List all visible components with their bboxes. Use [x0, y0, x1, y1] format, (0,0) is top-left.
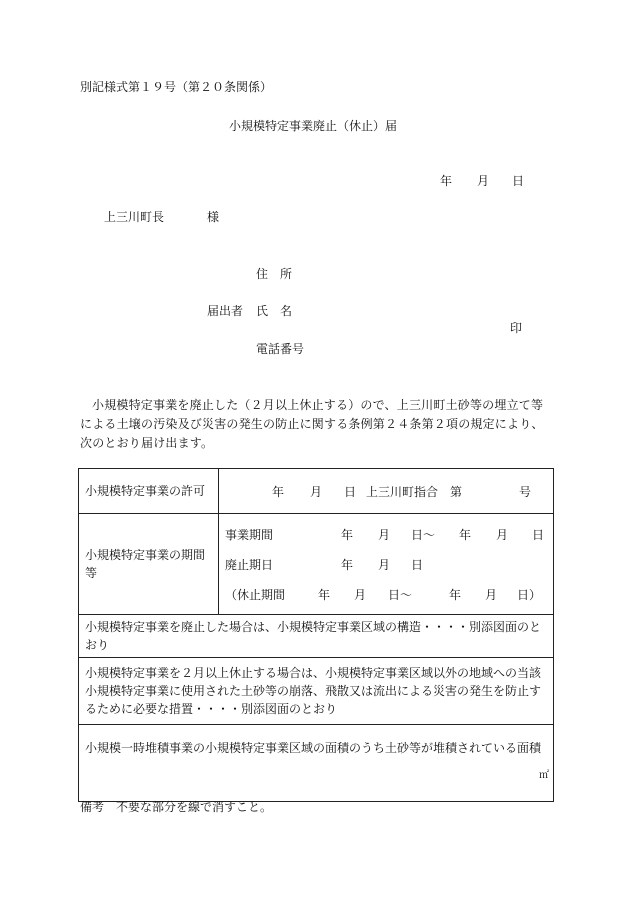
business-end-day: 日: [532, 528, 545, 542]
seal-mark: 印: [510, 321, 523, 335]
abolish-year: 年: [341, 558, 354, 572]
form-table: [78, 468, 554, 802]
area-row: [79, 725, 554, 802]
permit-label: 小規模特定事業の許可: [79, 469, 219, 514]
suspend-end-year: 年: [449, 588, 462, 602]
permit-row: [79, 469, 554, 514]
period-label: 小規模特定事業の期間等: [79, 514, 219, 615]
business-start-month: 月: [378, 528, 391, 542]
suspend-period-label: （休止期間: [225, 588, 286, 602]
period-value-cell: [219, 514, 554, 615]
addressee-honorific: 様: [207, 210, 220, 224]
area-unit: ㎡: [539, 770, 549, 781]
form-number: 別記様式第１９号（第２０条関係）: [80, 80, 273, 94]
document-title: 小規模特定事業廃止（休止）届: [229, 119, 398, 133]
permit-number: 号: [519, 485, 532, 499]
permit-year: 年: [272, 485, 285, 499]
abolish-note: 小規模特定事業を廃止した場合は、小規模特定事業区域の構造・・・・別添図面のとおり: [79, 615, 554, 658]
abolish-note-row: [79, 615, 554, 658]
addressee-name: 上三川町長: [104, 210, 165, 224]
date-year-label: 年: [440, 174, 453, 188]
business-end-month: 月: [496, 528, 509, 542]
remark: 備考 不要な部分を線で消すこと。: [80, 800, 273, 814]
business-start-day: 日～: [411, 528, 436, 542]
intro-paragraph: 小規模特定事業を廃止した（２月以上休止する）ので、上三川町土砂等の埋立て等による土壌の汚染及び災害の発生の防止に関する条例第２４条第２項の規定により、次のとおり届け出ます。: [80, 398, 544, 450]
business-start-year: 年: [341, 528, 354, 542]
suspend-start-year: 年: [318, 588, 331, 602]
permit-month: 月: [310, 485, 323, 499]
date-day-label: 日: [512, 174, 525, 188]
abolish-date-label: 廃止期日: [225, 558, 274, 572]
date-month-label: 月: [477, 174, 490, 188]
business-period-label: 事業期間: [225, 528, 274, 542]
business-end-year: 年: [459, 528, 472, 542]
area-cell: [79, 725, 554, 802]
suspend-end-day: 日）: [517, 588, 542, 602]
suspend-end-month: 月: [485, 588, 498, 602]
phone-label: 電話番号: [256, 342, 305, 356]
name-label: 氏 名: [256, 304, 293, 318]
suspend-note-row: [79, 658, 554, 725]
address-label: 住 所: [256, 267, 293, 281]
abolish-month: 月: [378, 558, 391, 572]
permit-day: 日: [344, 485, 357, 499]
abolish-day: 日: [411, 558, 424, 572]
permit-designation: 上三川町指合 第: [366, 485, 463, 499]
suspend-start-day: 日～: [388, 588, 413, 602]
permit-value-cell: [219, 469, 554, 514]
area-label: 小規模一時堆積事業の小規模特定事業区域の面積のうち土砂等が堆積されている面積: [85, 741, 542, 755]
notifier-label: 届出者: [207, 304, 244, 318]
period-row: [79, 514, 554, 615]
suspend-note: 小規模特定事業を２月以上休止する場合は、小規模特定事業区域以外の地域への当該小規模特定事業に使用された土砂等の崩落、飛散又は流出による災害の発生を防止するために必要な措置・・・・別添図面のとおり: [79, 658, 554, 725]
suspend-start-month: 月: [354, 588, 367, 602]
